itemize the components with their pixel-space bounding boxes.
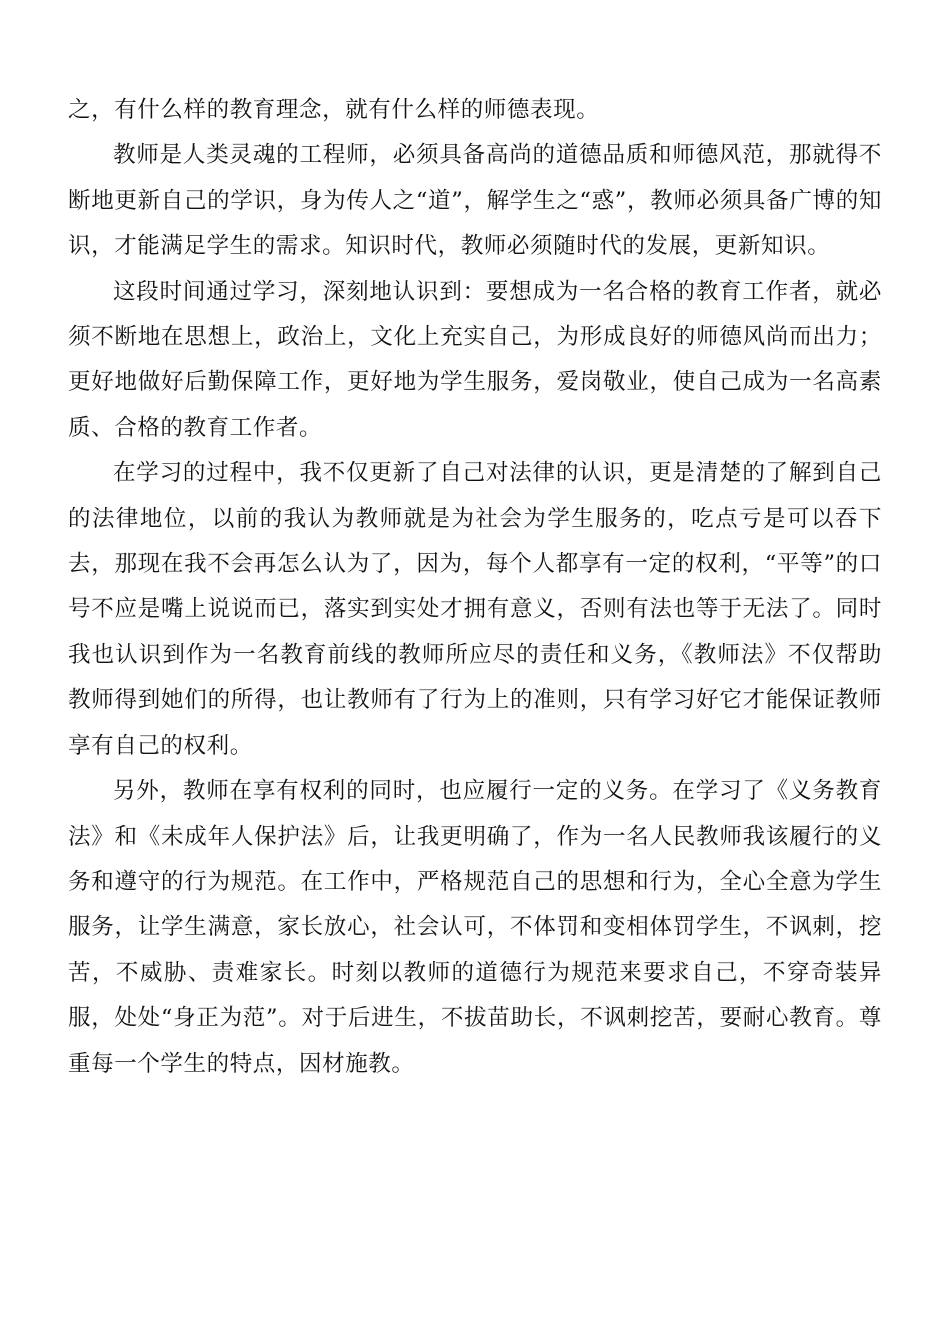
paragraph-study-understanding: 这段时间通过学习，深刻地认识到：要想成为一名合格的教育工作者，就必须不断地在思想上，政治上，文化上充实自己，为形成良好的师德风尚而出力；更好地做好后勤保障工作，更好地为学生服务，爱岗敬业，使自己成为一名高素质、合格的教育工作者。 (68, 278, 882, 441)
document-body (68, 88, 882, 1087)
paragraph-legal-awareness: 在学习的过程中，我不仅更新了自己对法律的认识，更是清楚的了解到自己的法律地位，以前的我认为教师就是为社会为学生服务的，吃点亏是可以吞下去，那现在我不会再怎么认为了，因为，每个人都享有一定的权利，“平等”的口号不应是嘴上说说而已，落实到实处才拥有意义，否则有法也等于无法了。同时我也认识到作为一名教育前线的教师所应尽的责任和义务，《教师法》不仅帮助教师得到她们的所得，也让教师有了行为上的准则，只有学习好它才能保证教师享有自己的权利。 (68, 460, 882, 759)
paragraph-teacher-engineer: 教师是人类灵魂的工程师，必须具备高尚的道德品质和师德风范，那就得不断地更新自己的学识，身为传人之“道”，解学生之“惑”，教师必须具备广博的知识，才能满足学生的需求。知识时代，教师必须随时代的发展，更新知识。 (68, 142, 882, 260)
paragraph-teacher-duties: 另外，教师在享有权利的同时，也应履行一定的义务。在学习了《义务教育法》和《未成年人保护法》后，让我更明确了，作为一名人民教师我该履行的义务和遵守的行为规范。在工作中，严格规范自己的思想和行为，全心全意为学生服务，让学生满意，家长放心，社会认可，不体罚和变相体罚学生，不讽刺，挖苦，不威胁、责难家长。时刻以教师的道德行为规范来要求自己，不穿奇装异服，处处“身正为范”。对于后进生，不拔苗助长，不讽刺挖苦，要耐心教育。尊重每一个学生的特点，因材施教。 (68, 778, 882, 1077)
paragraph-continuation: 之，有什么样的教育理念，就有什么样的师德表现。 (68, 97, 600, 123)
